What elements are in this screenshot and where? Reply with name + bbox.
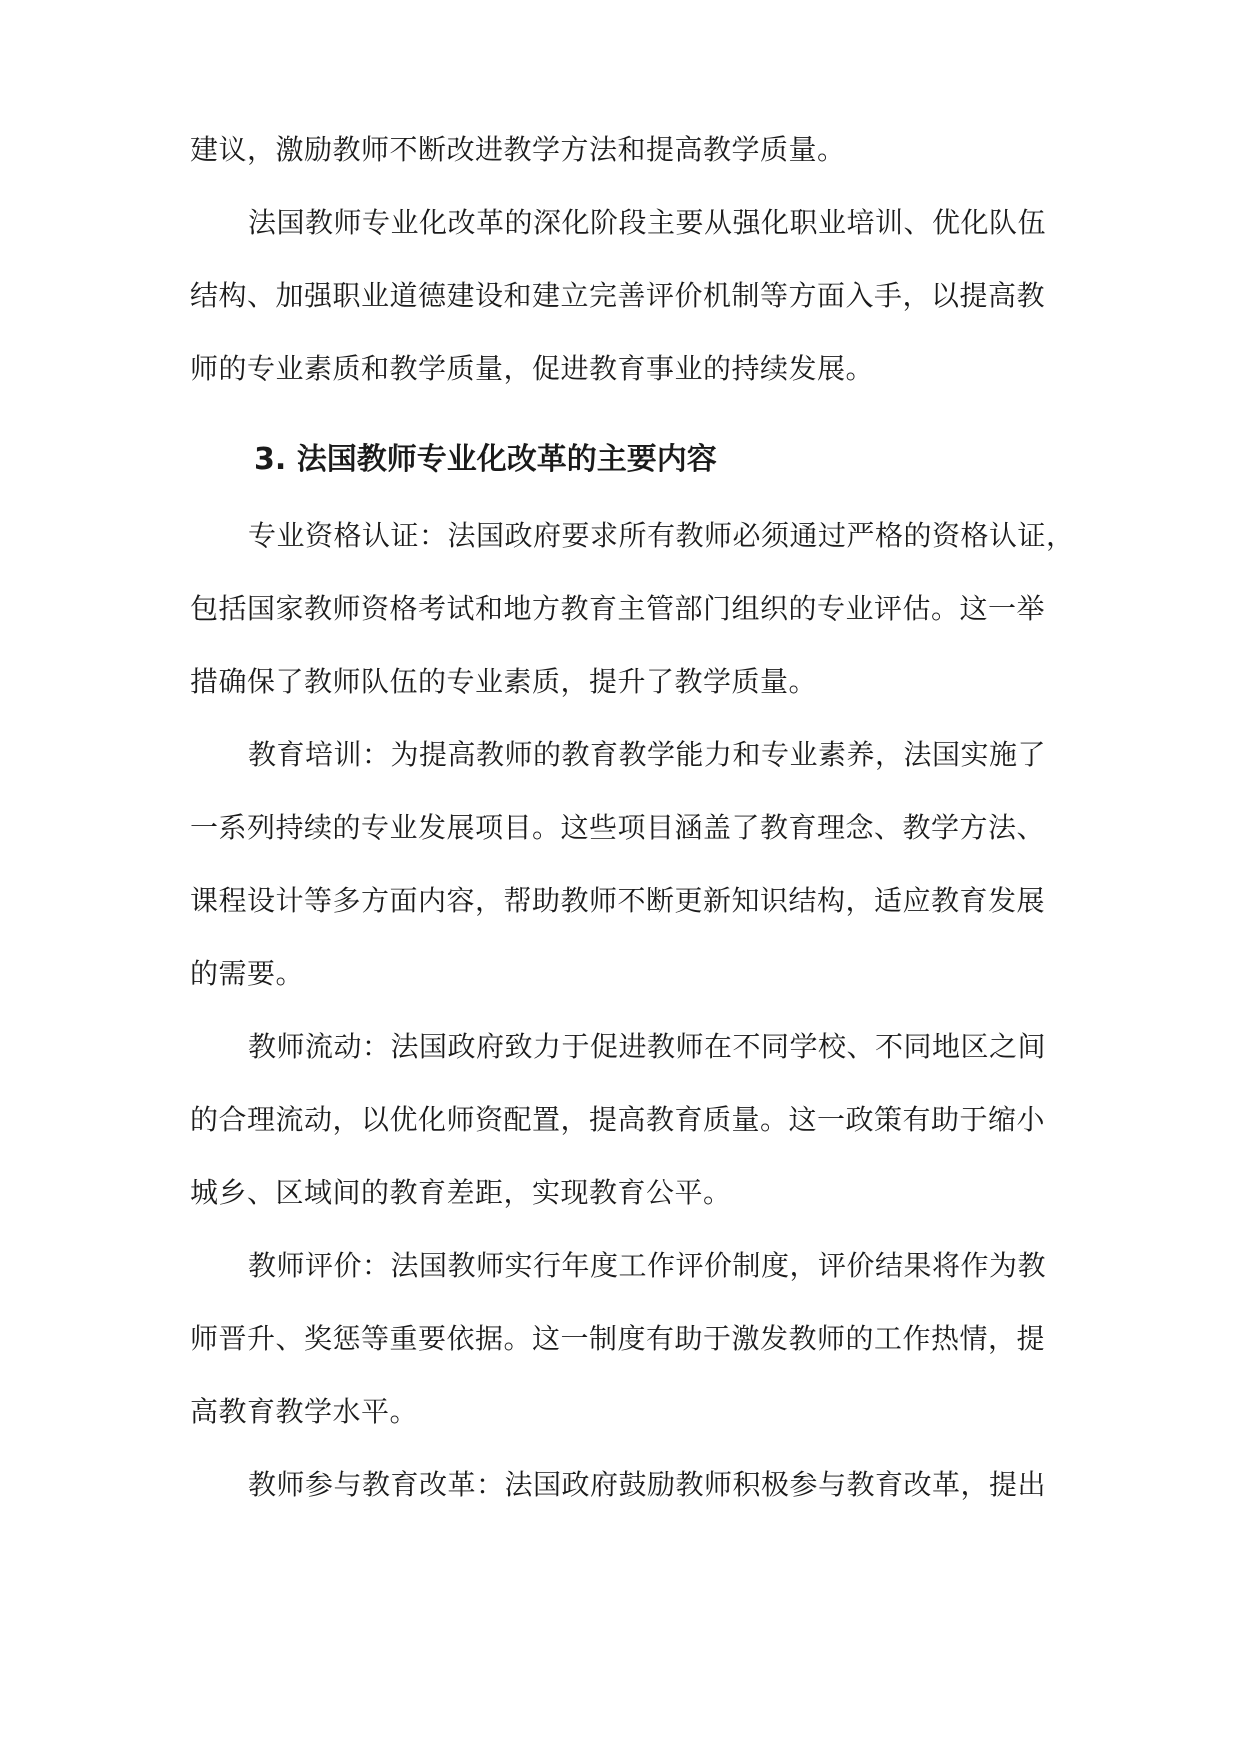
paragraph-line: 措确保了教师队伍的专业素质，提升了教学质量。 <box>190 665 818 698</box>
paragraph-line: 教师参与教育改革：法国政府鼓励教师积极参与教育改革，提出 <box>248 1468 1047 1501</box>
section-heading: 3. 法国教师专业化改革的主要内容 <box>254 442 717 477</box>
paragraph-continuation-line: 建议，激励教师不断改进教学方法和提高教学质量。 <box>190 133 846 166</box>
paragraph-line: 的合理流动，以优化师资配置，提高教育质量。这一政策有助于缩小 <box>190 1103 1046 1136</box>
paragraph-line: 法国教师专业化改革的深化阶段主要从强化职业培训、优化队伍 <box>248 206 1047 239</box>
paragraph-line: 师晋升、奖惩等重要依据。这一制度有助于激发教师的工作热情，提 <box>190 1322 1046 1355</box>
paragraph-line: 结构、加强职业道德建设和建立完善评价机制等方面入手，以提高教 <box>190 279 1046 312</box>
paragraph-line: 包括国家教师资格考试和地方教育主管部门组织的专业评估。这一举 <box>190 592 1046 625</box>
paragraph-line: 教师评价：法国教师实行年度工作评价制度，评价结果将作为教 <box>248 1249 1047 1282</box>
paragraph-line: 城乡、区域间的教育差距，实现教育公平。 <box>190 1176 732 1209</box>
paragraph-line: 课程设计等多方面内容，帮助教师不断更新知识结构，适应教育发展 <box>190 884 1046 917</box>
paragraph-line: 专业资格认证：法国政府要求所有教师必须通过严格的资格认证， <box>248 519 1075 552</box>
paragraph-line: 高教育教学水平。 <box>190 1395 419 1428</box>
paragraph-line: 教师流动：法国政府致力于促进教师在不同学校、不同地区之间 <box>248 1030 1047 1063</box>
paragraph-line: 师的专业素质和教学质量，促进教育事业的持续发展。 <box>190 352 875 385</box>
paragraph-line: 一系列持续的专业发展项目。这些项目涵盖了教育理念、教学方法、 <box>190 811 1046 844</box>
paragraph-line: 的需要。 <box>190 957 305 990</box>
paragraph-line: 教育培训：为提高教师的教育教学能力和专业素养，法国实施了 <box>248 738 1047 771</box>
